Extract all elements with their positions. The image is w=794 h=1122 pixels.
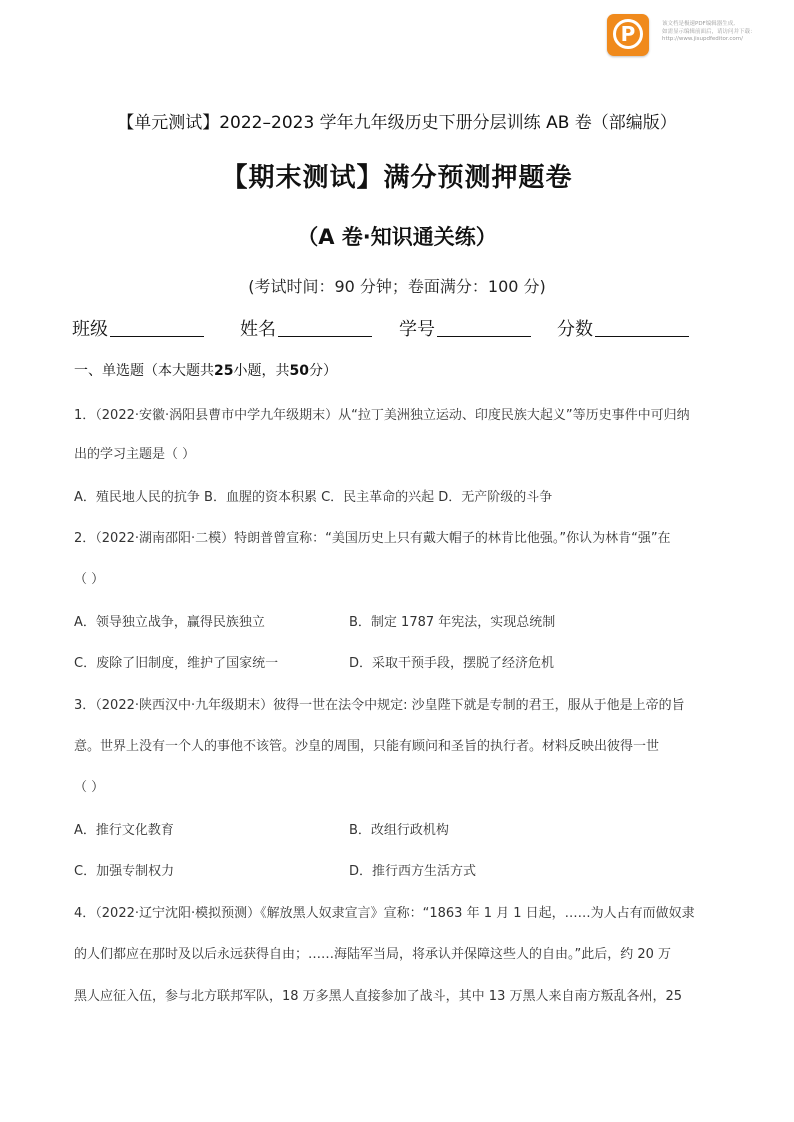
score-field[interactable] [557, 315, 689, 341]
watermark-line: 该文档是极速PDF编辑器生成, [662, 21, 735, 27]
question-4-line-1: 4．（2022·辽宁沈阳·模拟预测）《解放黑人奴隶宣言》宣称：“1863 年 1 月 1 日起，……为人占有而做奴隶 [74, 906, 695, 921]
question-4-line-3: 黑人应征入伍，参与北方联邦军队，18 万多黑人直接参加了战斗，其中 13 万黑人来自南方叛乱各州，25 [74, 989, 683, 1004]
score-label: 分数 [557, 319, 593, 340]
section-mid: 小题，共 [233, 363, 290, 379]
question-1-line-2: 出的学习主题是（ ） [74, 447, 196, 462]
page-title: 【期末测试】满分预测押题卷 [221, 163, 573, 193]
question-3-option-b: B．改组行政机构 [349, 823, 449, 838]
section-count: 25 [214, 363, 234, 379]
name-blank[interactable] [278, 318, 372, 337]
name-label: 姓名 [240, 319, 276, 340]
student-id-field[interactable] [399, 315, 531, 341]
question-3-line-3: （ ） [74, 780, 105, 795]
question-2-option-c: C．废除了旧制度，维护了国家统一 [74, 656, 279, 671]
question-2-line-1: 2．（2022·湖南邵阳·二模）特朗普曾宣称：“美国历史上只有戴大帽子的林肯比他强。”你认为林肯“强”在 [74, 531, 671, 546]
class-blank[interactable] [110, 318, 204, 337]
question-1-options: A．殖民地人民的抗争 B．血腥的资本积累 C．民主革命的兴起 D．无产阶级的斗争 [74, 490, 553, 505]
question-3-option-a: A．推行文化教育 [74, 823, 174, 838]
section-prefix: 一、单选题（本大题共 [74, 363, 214, 379]
question-3-option-c: C．加强专制权力 [74, 864, 175, 879]
section-suffix: 分） [308, 363, 337, 379]
student-id-blank[interactable] [437, 318, 531, 337]
student-id-label: 学号 [399, 319, 435, 340]
question-3-line-2: 意。世界上没有一个人的事他不该管。沙皇的周围，只能有顾问和圣旨的执行者。材料反映出彼得一世 [74, 739, 660, 754]
paper-subtitle: （A 卷·知识通关练） [297, 225, 497, 249]
question-2-option-d: D．采取干预手段，摆脱了经济危机 [349, 656, 555, 671]
watermark-line: 如需显示编辑前面后，请访问并下载： [662, 28, 756, 35]
question-3-line-1: 3．（2022·陕西汉中·九年级期末）彼得一世在法令中规定: 沙皇陛下就是专制的君王，服从于他是上帝的旨 [74, 698, 685, 713]
series-title: 【单元测试】2022–2023 学年九年级历史下册分层训练 AB 卷（部编版） [117, 113, 677, 133]
question-1-line-1: 1．（2022·安徽·涡阳县曹市中学九年级期末）从“拉丁美洲独立运动、印度民族大起义”等历史事件中可归纳 [74, 408, 690, 423]
name-field[interactable] [240, 315, 372, 341]
logo-letter: P [620, 22, 636, 46]
question-3-option-d: D．推行西方生活方式 [349, 864, 477, 879]
section-heading [74, 360, 337, 380]
exam-info: (考试时间：90 分钟；卷面满分：100 分) [248, 277, 546, 296]
class-field[interactable] [72, 315, 204, 341]
question-2-option-a: A．领导独立战争，赢得民族独立 [74, 615, 265, 630]
question-2-option-b: B．制定 1787 年宪法，实现总统制 [349, 615, 556, 630]
pdf-editor-logo-icon [607, 14, 649, 56]
watermark-line: http://www.jisupdfeditor.com/ [662, 36, 743, 42]
question-4-line-2: 的人们都应在那时及以后永远获得自由；……海陆军当局，将承认并保障这些人的自由。”此后，约 20 万 [74, 947, 672, 962]
section-points: 50 [289, 363, 309, 379]
question-2-line-2: （ ） [74, 572, 105, 587]
class-label: 班级 [72, 319, 108, 340]
watermark-text [662, 21, 756, 44]
score-blank[interactable] [595, 318, 689, 337]
